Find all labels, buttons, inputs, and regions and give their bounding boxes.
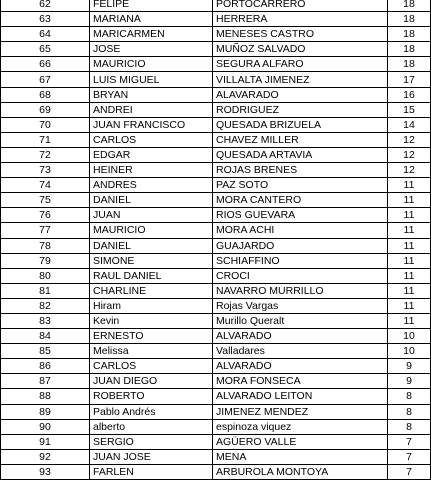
table-row: [1, 359, 431, 374]
score-cell: 18: [388, 12, 431, 27]
first-name-cell: CARLOS: [90, 359, 213, 374]
last-name-cell: QUESADA BRIZUELA: [213, 117, 388, 132]
first-name-cell: Hiram: [90, 298, 213, 313]
row-number-cell: 92: [1, 449, 90, 464]
score-cell: 10: [388, 329, 431, 344]
table-row: [1, 238, 431, 253]
score-cell: 8: [388, 389, 431, 404]
score-cell: 11: [388, 298, 431, 313]
last-name-cell: MORA CANTERO: [213, 193, 388, 208]
first-name-cell: MAURICIO: [90, 57, 213, 72]
row-number-cell: 86: [1, 359, 90, 374]
row-number-cell: 72: [1, 147, 90, 162]
row-number-cell: 63: [1, 12, 90, 27]
score-cell: 18: [388, 27, 431, 42]
row-number-cell: 62: [1, 0, 90, 12]
score-cell: 11: [388, 193, 431, 208]
last-name-cell: RIOS GUEVARA: [213, 208, 388, 223]
table-row: [1, 298, 431, 313]
first-name-cell: HEINER: [90, 163, 213, 178]
last-name-cell: NAVARRO MURRILLO: [213, 283, 388, 298]
first-name-cell: ERNESTO: [90, 329, 213, 344]
table-row: [1, 27, 431, 42]
score-cell: 11: [388, 178, 431, 193]
table-row: [1, 253, 431, 268]
table-row: [1, 223, 431, 238]
last-name-cell: ARBUROLA MONTOYA: [213, 464, 388, 479]
table-row: [1, 374, 431, 389]
table-row: [1, 283, 431, 298]
score-cell: 9: [388, 359, 431, 374]
first-name-cell: SERGIO: [90, 434, 213, 449]
row-number-cell: 76: [1, 208, 90, 223]
last-name-cell: ALVARADO: [213, 329, 388, 344]
first-name-cell: alberto: [90, 419, 213, 434]
score-cell: 11: [388, 208, 431, 223]
table-row: [1, 419, 431, 434]
last-name-cell: Rojas Vargas: [213, 298, 388, 313]
row-number-cell: 64: [1, 27, 90, 42]
row-number-cell: 93: [1, 464, 90, 479]
first-name-cell: SIMONE: [90, 253, 213, 268]
first-name-cell: MARICARMEN: [90, 27, 213, 42]
table-row: [1, 147, 431, 162]
first-name-cell: DANIEL: [90, 193, 213, 208]
score-cell: 9: [388, 374, 431, 389]
last-name-cell: RODRIGUEZ: [213, 102, 388, 117]
row-number-cell: 75: [1, 193, 90, 208]
table-row: [1, 193, 431, 208]
row-number-cell: 74: [1, 178, 90, 193]
row-number-cell: 68: [1, 87, 90, 102]
row-number-cell: 80: [1, 268, 90, 283]
first-name-cell: JUAN DIEGO: [90, 374, 213, 389]
last-name-cell: AGÜERO VALLE: [213, 434, 388, 449]
table-row: [1, 344, 431, 359]
last-name-cell: SEGURA ALFARO: [213, 57, 388, 72]
first-name-cell: CARLOS: [90, 132, 213, 147]
table-row: [1, 117, 431, 132]
row-number-cell: 69: [1, 102, 90, 117]
row-number-cell: 65: [1, 42, 90, 57]
table-row: [1, 208, 431, 223]
table-row: [1, 268, 431, 283]
table-row: [1, 434, 431, 449]
score-cell: 11: [388, 238, 431, 253]
first-name-cell: MARIANA: [90, 12, 213, 27]
row-number-cell: 66: [1, 57, 90, 72]
row-number-cell: 87: [1, 374, 90, 389]
table-row: [1, 87, 431, 102]
score-cell: 18: [388, 42, 431, 57]
first-name-cell: Melissa: [90, 344, 213, 359]
score-cell: 12: [388, 147, 431, 162]
first-name-cell: ANDREI: [90, 102, 213, 117]
last-name-cell: ALAVARADO: [213, 87, 388, 102]
row-number-cell: 81: [1, 283, 90, 298]
score-cell: 11: [388, 313, 431, 328]
row-number-cell: 82: [1, 298, 90, 313]
table-row: [1, 178, 431, 193]
row-number-cell: 88: [1, 389, 90, 404]
last-name-cell: CROCI: [213, 268, 388, 283]
row-number-cell: 91: [1, 434, 90, 449]
score-cell: 18: [388, 0, 431, 12]
first-name-cell: DANIEL: [90, 238, 213, 253]
row-number-cell: 78: [1, 238, 90, 253]
table-row: [1, 449, 431, 464]
table-row: [1, 389, 431, 404]
first-name-cell: JUAN FRANCISCO: [90, 117, 213, 132]
row-number-cell: 90: [1, 419, 90, 434]
row-number-cell: 83: [1, 313, 90, 328]
score-cell: 15: [388, 102, 431, 117]
last-name-cell: MORA ACHI: [213, 223, 388, 238]
score-cell: 11: [388, 268, 431, 283]
last-name-cell: PORTOCARRERO: [213, 0, 388, 12]
table-row: [1, 0, 431, 12]
table-row: [1, 42, 431, 57]
last-name-cell: Valladares: [213, 344, 388, 359]
score-cell: 11: [388, 283, 431, 298]
score-cell: 11: [388, 223, 431, 238]
score-cell: 7: [388, 434, 431, 449]
first-name-cell: LUIS MIGUEL: [90, 72, 213, 87]
row-number-cell: 70: [1, 117, 90, 132]
score-cell: 8: [388, 404, 431, 419]
row-number-cell: 85: [1, 344, 90, 359]
last-name-cell: MENESES CASTRO: [213, 27, 388, 42]
last-name-cell: MUÑOZ SALVADO: [213, 42, 388, 57]
score-cell: 7: [388, 464, 431, 479]
first-name-cell: EDGAR: [90, 147, 213, 162]
row-number-cell: 84: [1, 329, 90, 344]
row-number-cell: 77: [1, 223, 90, 238]
last-name-cell: SCHIAFFINO: [213, 253, 388, 268]
last-name-cell: MORA FONSECA: [213, 374, 388, 389]
last-name-cell: QUESADA ARTAVIA: [213, 147, 388, 162]
score-cell: 12: [388, 163, 431, 178]
score-cell: 12: [388, 132, 431, 147]
first-name-cell: RAUL DANIEL: [90, 268, 213, 283]
last-name-cell: GUAJARDO: [213, 238, 388, 253]
score-cell: 18: [388, 57, 431, 72]
table-row: [1, 329, 431, 344]
score-cell: 11: [388, 253, 431, 268]
table-row: [1, 464, 431, 479]
first-name-cell: JUAN: [90, 208, 213, 223]
score-cell: 7: [388, 449, 431, 464]
last-name-cell: espinoza viquez: [213, 419, 388, 434]
first-name-cell: ROBERTO: [90, 389, 213, 404]
table-row: [1, 163, 431, 178]
score-cell: 17: [388, 72, 431, 87]
first-name-cell: MAURICIO: [90, 223, 213, 238]
score-cell: 16: [388, 87, 431, 102]
last-name-cell: ROJAS BRENES: [213, 163, 388, 178]
first-name-cell: Kevin: [90, 313, 213, 328]
last-name-cell: Murillo Queralt: [213, 313, 388, 328]
first-name-cell: FARLEN: [90, 464, 213, 479]
table-row: [1, 72, 431, 87]
table-row: [1, 132, 431, 147]
row-number-cell: 73: [1, 163, 90, 178]
first-name-cell: Pablo Andrés: [90, 404, 213, 419]
last-name-cell: ALVARADO LEITON: [213, 389, 388, 404]
row-number-cell: 89: [1, 404, 90, 419]
first-name-cell: JOSE: [90, 42, 213, 57]
last-name-cell: MENA: [213, 449, 388, 464]
last-name-cell: CHAVEZ MILLER: [213, 132, 388, 147]
table-row: [1, 57, 431, 72]
row-number-cell: 71: [1, 132, 90, 147]
row-number-cell: 67: [1, 72, 90, 87]
table-row: [1, 404, 431, 419]
table-row: [1, 313, 431, 328]
results-table-body: [1, 0, 431, 480]
table-row: [1, 102, 431, 117]
score-cell: 14: [388, 117, 431, 132]
score-cell: 8: [388, 419, 431, 434]
first-name-cell: CHARLINE: [90, 283, 213, 298]
row-number-cell: 79: [1, 253, 90, 268]
first-name-cell: FELIPE: [90, 0, 213, 12]
last-name-cell: HERRERA: [213, 12, 388, 27]
first-name-cell: BRYAN: [90, 87, 213, 102]
score-cell: 10: [388, 344, 431, 359]
last-name-cell: ALVARADO: [213, 359, 388, 374]
last-name-cell: JIMENEZ MENDEZ: [213, 404, 388, 419]
table-row: [1, 12, 431, 27]
first-name-cell: JUAN JOSE: [90, 449, 213, 464]
last-name-cell: VILLALTA JIMENEZ: [213, 72, 388, 87]
first-name-cell: ANDRES: [90, 178, 213, 193]
last-name-cell: PAZ SOTO: [213, 178, 388, 193]
